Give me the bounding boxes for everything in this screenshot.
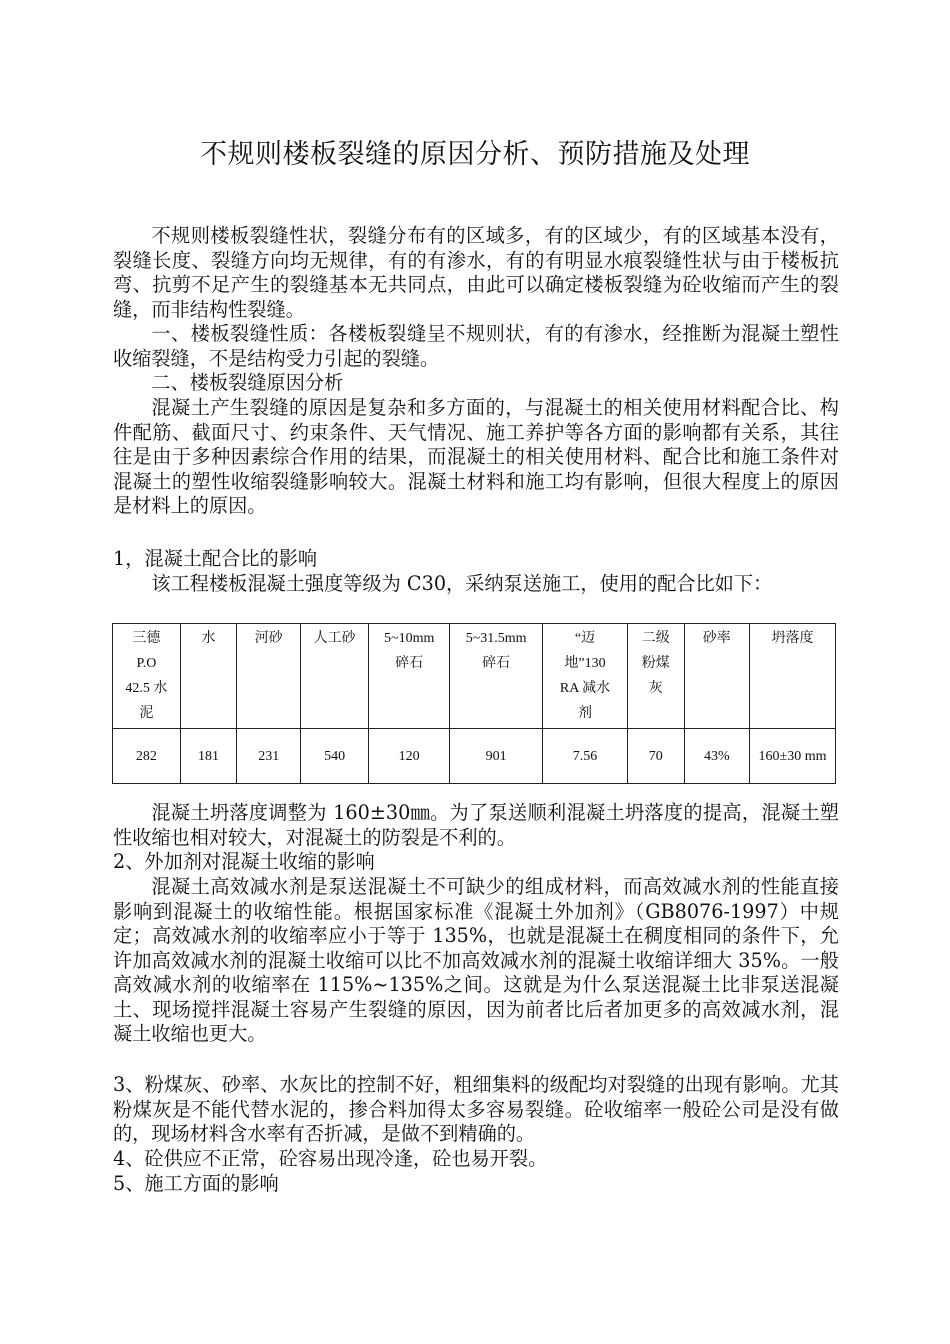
- table-values-row: [113, 729, 836, 784]
- document-title: 不规则楼板裂缝的原因分析、预防措施及处理: [200, 139, 750, 170]
- table-cell: 181: [180, 729, 236, 784]
- header-manufactured-sand: 人工砂: [301, 624, 369, 729]
- header-river-sand: 河砂: [237, 624, 301, 729]
- table-cell: 160±30 mm: [750, 729, 836, 784]
- paragraph-intro: 不规则楼板裂缝性状，裂缝分布有的区域多，有的区域少，有的区域基本没有，裂缝长度、裂缝方向均无规律，有的有渗水，有的有明显水痕裂缝性状与由于楼板抗弯、抗剪不足产生的裂缝基本无共同点，由此可以确定楼板裂缝为砼收缩而产生的裂缝，而非结构性裂缝。: [113, 224, 839, 321]
- header-water: 水: [180, 624, 236, 729]
- table-cell: 120: [369, 729, 450, 784]
- table-cell: 540: [301, 729, 369, 784]
- paragraph-crack-nature: 一、楼板裂缝性质：各楼板裂缝呈不规则状，有的有渗水，经推断为混凝土塑性收缩裂缝，不是结构受力引起的裂缝。: [113, 322, 839, 370]
- table-cell: 282: [113, 729, 181, 784]
- paragraph-admixture: 混凝土高效减水剂是泵送混凝土不可缺少的组成材料，而高效减水剂的性能直接影响到混凝土的收缩性能。根据国家标准《混凝土外加剂》（GB8076-1997）中规定；高效减水剂的收缩率应小于等于 135%，也就是混凝土在稠度相同的条件下，允许加高效减水剂的混凝土收缩可以比不加高效减水剂的混凝土收缩详细大 35%。一般高效减水剂的收缩率在 115%~135%之间。这就是为什么泵送混凝土比非泵送混凝土、现场搅拌混凝土容易产生裂缝的原因，因为前者比后者加更多的高效减水剂，混凝土收缩也更大。: [113, 875, 839, 1045]
- header-fly-ash: 二级 粉煤 灰: [628, 624, 684, 729]
- table-cell: 70: [628, 729, 684, 784]
- paragraph-fly-ash: 3、粉煤灰、砂率、水灰比的控制不好，粗细集料的级配均对裂缝的出现有影响。尤其粉煤灰是不能代替水泥的，掺合料加得太多容易裂缝。砼收缩率一般砼公司是没有做的，现场材料含水率有否折减，是做不到精确的。: [113, 1073, 839, 1145]
- header-slump: 坍落度: [750, 624, 836, 729]
- paragraph-slump: 混凝土坍落度调整为 160±30㎜。为了泵送顺利混凝土坍落度的提高，混凝土塑性收缩也相对较大，对混凝土的防裂是不利的。: [113, 801, 839, 849]
- paragraph-mix-intro: 该工程楼板混凝土强度等级为 C30，采纳泵送施工，使用的配合比如下：: [151, 572, 773, 595]
- heading-admixture: 2、外加剂对混凝土收缩的影响: [113, 850, 375, 873]
- table-cell: 7.56: [542, 729, 627, 784]
- table-cell: 231: [237, 729, 301, 784]
- header-gravel-5-10: 5~10mm 碎石: [369, 624, 450, 729]
- heading-construction: 5、施工方面的影响: [113, 1172, 279, 1195]
- paragraph-causes: 混凝土产生裂缝的原因是复杂和多方面的，与混凝土的相关使用材料配合比、构件配筋、截面尺寸、约束条件、天气情况、施工养护等各方面的影响都有关系，其往往是由于多种因素综合作用的结果，而混凝土的相关使用材料、配合比和施工条件对混凝土的塑性收缩裂缝影响较大。混凝土材料和施工均有影响，但很大程度上的原因是材料上的原因。: [113, 396, 839, 517]
- header-sand-ratio: 砂率: [684, 624, 750, 729]
- header-gravel-5-31: 5~31.5mm 碎石: [450, 624, 543, 729]
- mix-ratio-table: [112, 623, 836, 784]
- heading-mix-ratio: 1，混凝土配合比的影响: [113, 547, 318, 570]
- table-header-row: [113, 624, 836, 729]
- heading-cause-analysis: 二、楼板裂缝原因分析: [151, 371, 344, 394]
- table-cell: 43%: [684, 729, 750, 784]
- header-cement: 三德 P.O 42.5 水 泥: [113, 624, 181, 729]
- heading-supply: 4、砼供应不正常，砼容易出现冷逢，砼也易开裂。: [113, 1147, 548, 1170]
- table-cell: 901: [450, 729, 543, 784]
- header-water-reducer: “迈 地”130 RA 减水 剂: [542, 624, 627, 729]
